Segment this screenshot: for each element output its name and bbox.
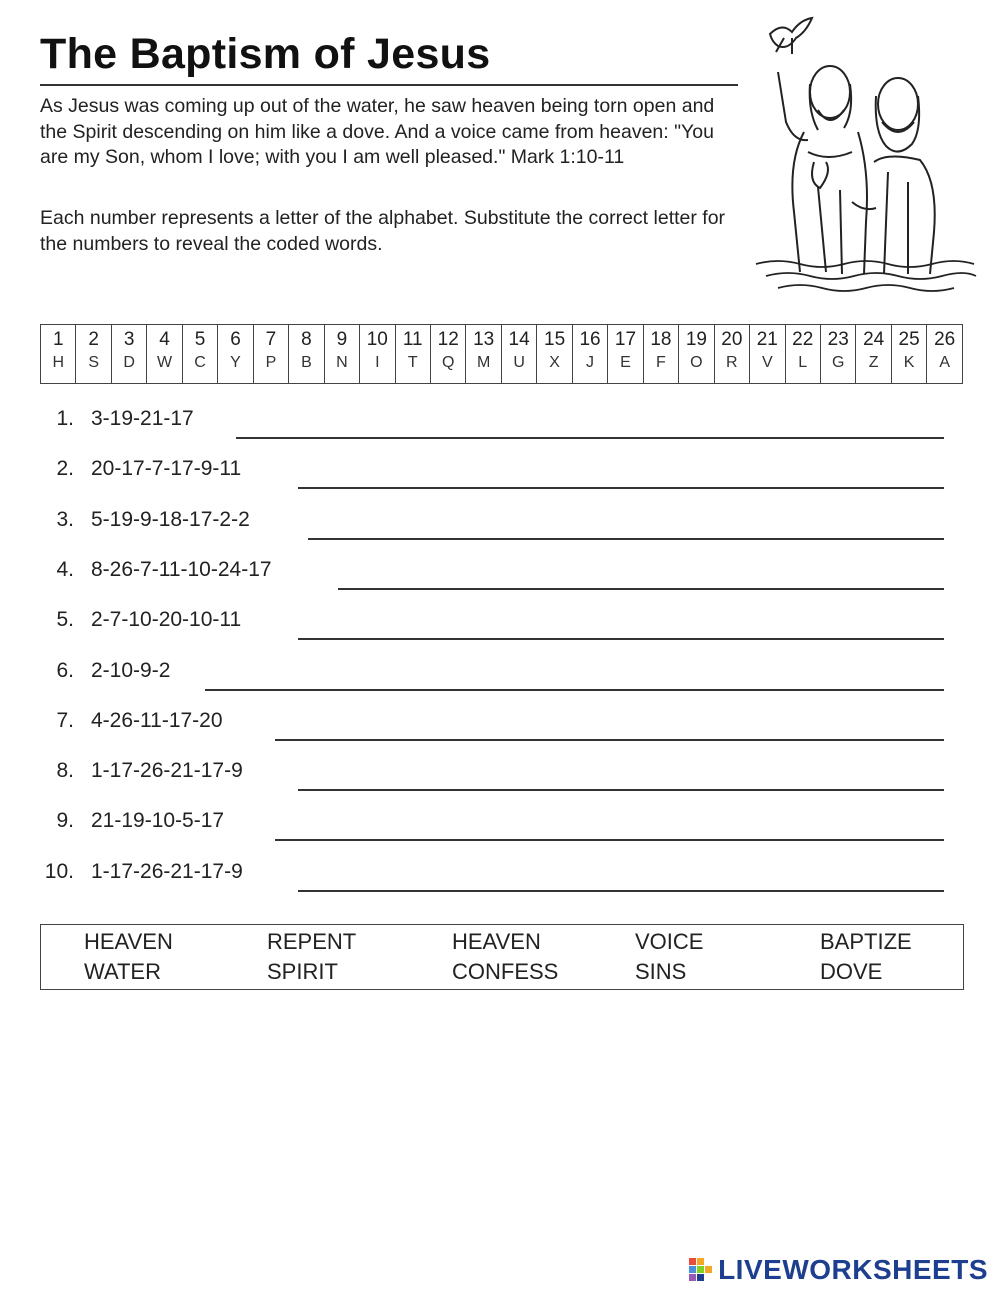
code-letter: N (336, 354, 348, 371)
footer-brand (688, 1252, 988, 1288)
code-letter: Z (868, 354, 879, 371)
puzzle-row (0, 651, 1000, 691)
code-number: 22 (792, 329, 814, 350)
code-letter: Y (230, 354, 241, 371)
code-letter: X (549, 354, 560, 371)
puzzle-code: 21-19-10-5-17 (91, 809, 225, 833)
code-cell (41, 325, 76, 384)
baptism-illustration (748, 12, 980, 297)
code-cell (608, 325, 643, 384)
puzzle-number: 1. (56, 407, 74, 430)
code-cell (76, 325, 111, 384)
word-bank-item: CONFESS (452, 959, 559, 984)
puzzle-number: 4. (56, 557, 74, 581)
code-letter: J (586, 354, 595, 371)
code-number: 16 (579, 329, 601, 350)
code-letter: S (88, 354, 100, 371)
dove-icon (770, 18, 812, 54)
liveworksheets-logo-icon (688, 1257, 714, 1283)
code-cell (891, 325, 926, 384)
puzzle-code: 20-17-7-17-9-11 (91, 457, 242, 481)
answer-input[interactable] (275, 711, 944, 741)
word-bank-item: VOICE (635, 929, 704, 954)
code-cell (111, 325, 146, 384)
code-number: 13 (473, 329, 495, 350)
puzzle-number: 3. (56, 507, 74, 531)
code-number: 26 (934, 329, 956, 350)
code-cell (856, 325, 891, 384)
code-number: 2 (88, 329, 99, 350)
code-cell (395, 325, 430, 384)
code-number: 20 (721, 329, 743, 350)
answer-input[interactable] (298, 610, 944, 640)
title-underline (40, 84, 738, 86)
code-number: 7 (265, 329, 277, 350)
code-number: 5 (194, 329, 206, 350)
puzzle-row (0, 751, 1000, 791)
code-letter: V (761, 354, 773, 371)
word-bank-item: REPENT (267, 929, 357, 954)
puzzle-number: 5. (56, 608, 74, 632)
puzzle-code: 2-10-9-2 (91, 658, 171, 682)
code-cell (643, 325, 678, 384)
puzzle-row (0, 399, 1000, 439)
code-number: 10 (366, 329, 388, 350)
code-number: 3 (123, 329, 135, 350)
code-letter: K (903, 354, 915, 371)
code-number: 9 (336, 329, 348, 350)
puzzle-code: 8-26-7-11-10-24-17 (91, 557, 272, 581)
code-letter: O (690, 354, 703, 371)
code-letter: T (407, 354, 418, 371)
word-bank-item: WATER (84, 959, 161, 984)
code-number: 4 (159, 329, 170, 350)
code-letter: W (157, 354, 173, 371)
answer-input[interactable] (338, 560, 944, 590)
code-letter: U (513, 354, 525, 371)
code-cell (289, 325, 324, 384)
word-bank-item: HEAVEN (84, 929, 173, 954)
code-number: 12 (437, 329, 459, 350)
code-number: 6 (230, 329, 241, 350)
code-letter: I (375, 354, 380, 371)
code-number: 21 (756, 329, 778, 350)
answer-input[interactable] (298, 459, 944, 489)
code-cell (927, 325, 963, 384)
answer-input[interactable] (298, 862, 944, 892)
word-bank-item: SPIRIT (267, 959, 338, 984)
code-cell (679, 325, 714, 384)
puzzle-code: 4-26-11-17-20 (91, 708, 223, 732)
code-cell (572, 325, 607, 384)
answer-input[interactable] (236, 409, 944, 439)
word-bank (40, 924, 964, 990)
code-number: 24 (863, 329, 885, 350)
alphabet-code-key (40, 324, 963, 384)
code-cell (785, 325, 820, 384)
code-letter: G (831, 354, 845, 371)
code-letter: Q (441, 354, 455, 371)
code-letter: M (477, 354, 491, 371)
code-letter: L (798, 354, 808, 371)
word-bank-item: HEAVEN (452, 929, 541, 954)
puzzle-number: 7. (56, 708, 74, 732)
puzzle-row (0, 600, 1000, 640)
code-number: 15 (544, 329, 566, 350)
code-cell (218, 325, 253, 384)
puzzle-row (0, 449, 1000, 489)
code-letter: E (620, 354, 631, 371)
code-number: 19 (685, 329, 707, 350)
puzzle-number: 6. (56, 658, 74, 682)
code-letter: R (726, 354, 738, 371)
answer-input[interactable] (298, 761, 944, 791)
code-number: 14 (508, 329, 530, 350)
answer-input[interactable] (275, 811, 944, 841)
code-cell (147, 325, 182, 384)
code-cell (820, 325, 855, 384)
word-bank-item: DOVE (820, 959, 883, 984)
puzzle-number: 9. (56, 809, 74, 833)
puzzle-code: 3-19-21-17 (91, 407, 194, 430)
code-cell (501, 325, 536, 384)
code-cell (253, 325, 288, 384)
code-cell (182, 325, 217, 384)
answer-input[interactable] (205, 661, 944, 691)
puzzle-code: 1-17-26-21-17-9 (91, 759, 243, 783)
answer-input[interactable] (308, 510, 944, 540)
puzzle-row (0, 701, 1000, 741)
word-bank-item: BAPTIZE (820, 929, 912, 954)
code-letter: C (194, 354, 206, 371)
code-number: 23 (827, 329, 849, 350)
puzzle-row (0, 550, 1000, 590)
code-number: 17 (614, 329, 637, 350)
page-title: The Baptism of Jesus (40, 30, 491, 78)
code-number: 18 (650, 329, 672, 350)
code-number: 1 (52, 329, 64, 350)
code-cell (750, 325, 785, 384)
puzzle-row (0, 500, 1000, 540)
puzzle-code: 1-17-26-21-17-9 (91, 859, 243, 883)
code-number: 25 (898, 329, 920, 350)
code-letter: A (939, 354, 950, 371)
code-cell (466, 325, 501, 384)
code-cell (324, 325, 359, 384)
code-letter: F (656, 354, 666, 371)
instructions-text: Each number represents a letter of the alphabet. Substitute the correct letter for the numbers to reveal the coded words. (40, 207, 726, 255)
code-number: 8 (301, 329, 312, 350)
code-letter: B (301, 354, 312, 371)
puzzle-code: 5-19-9-18-17-2-2 (91, 507, 250, 531)
code-cell (537, 325, 572, 384)
code-cell (360, 325, 395, 384)
puzzle-row (0, 852, 1000, 892)
puzzle-row (0, 801, 1000, 841)
code-letter: D (123, 354, 135, 371)
code-cell (430, 325, 465, 384)
puzzle-number: 10. (44, 859, 74, 883)
puzzle-number: 2. (56, 457, 74, 481)
puzzle-number: 8. (56, 759, 74, 783)
scripture-verse: As Jesus was coming up out of the water, he saw heaven being torn open and the Spirit descending on him like a dove. And a voice came from heaven: "You are my Son, whom I love; with you I am well pleased." Mark 1:10-11 (40, 95, 715, 168)
code-number: 11 (402, 329, 423, 350)
word-bank-item: SINS (635, 959, 687, 984)
brand-name: LIVEWORKSHEETS (718, 1254, 988, 1285)
code-cell (714, 325, 749, 384)
code-letter: H (52, 354, 64, 371)
puzzle-code: 2-7-10-20-10-11 (91, 608, 242, 632)
code-letter: P (265, 354, 277, 371)
